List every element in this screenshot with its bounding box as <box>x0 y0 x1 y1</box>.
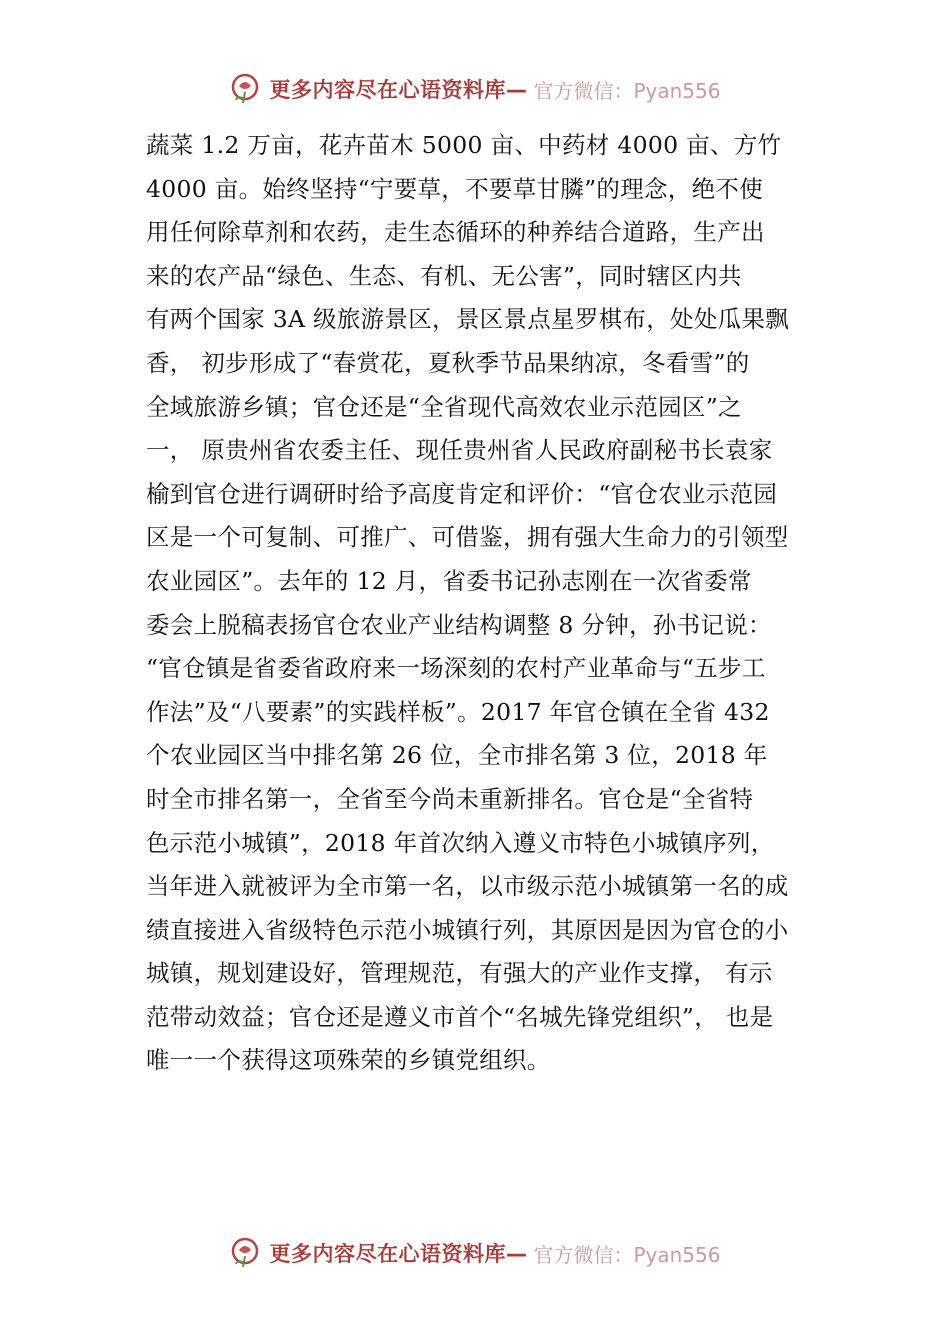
text-line: 全域旅游乡镇；官仓还是“全省现代高效农业示范园区”之 <box>146 392 742 421</box>
text-line: 榆到官仓进行调研时给予高度肯定和评价：“官仓农业示范园 <box>146 479 778 508</box>
text-line: “官仓镇是省委省政府来一场深刻的农村产业革命与“五步工 <box>146 654 766 683</box>
watermark-main-text: 更多内容尽在心语资料库— <box>269 1242 528 1266</box>
text-line: 作法”及“八要素”的实践样板”。2017 年官仓镇在全省 432 <box>146 697 770 726</box>
rose-icon <box>229 72 263 106</box>
text-line: 农业园区”。去年的 12 月，省委书记孙志刚在一次省委常 <box>146 566 752 595</box>
text-line: 色示范小城镇”，2018 年首次纳入遵义市特色小城镇序列， <box>146 828 775 857</box>
watermark-contact-text: 官方微信：Pyan556 <box>533 1242 721 1267</box>
text-line: 范带动效益；官仓还是遵义市首个“名城先锋党组织”， 也是 <box>146 1002 774 1031</box>
watermark-main-text: 更多内容尽在心语资料库— <box>269 78 528 102</box>
text-line: 委会上脱稿表扬官仓农业产业结构调整 8 分钟，孙书记说： <box>146 610 772 639</box>
text-line: 一， 原贵州省农委主任、现任贵州省人民政府副秘书长袁家 <box>146 436 773 465</box>
watermark-contact-text: 官方微信：Pyan556 <box>533 78 721 103</box>
header-watermark <box>0 72 950 106</box>
text-line: 城镇，规划建设好，管理规范，有强大的产业作支撑， 有示 <box>146 959 773 988</box>
text-line: 个农业园区当中排名第 26 位，全市排名第 3 位，2018 年 <box>146 741 768 770</box>
footer-watermark <box>0 1236 950 1270</box>
text-line: 用任何除草剂和农药，走生态循环的种养结合道路，生产出 <box>146 218 765 247</box>
text-line: 有两个国家 3A 级旅游景区，景区景点星罗棋布，处处瓜果飘 <box>146 305 790 334</box>
text-line: 绩直接进入省级特色示范小城镇行列，其原因是因为官仓的小 <box>146 915 789 944</box>
text-line: 香， 初步形成了“春赏花，夏秋季节品果纳凉，冬看雪”的 <box>146 348 750 377</box>
rose-icon <box>229 1236 263 1270</box>
text-line: 来的农产品“绿色、生态、有机、无公害”，同时辖区内共 <box>146 261 742 290</box>
text-line: 当年进入就被评为全市第一名，以市级示范小城镇第一名的成 <box>146 872 789 901</box>
text-line: 区是一个可复制、可推广、可借鉴，拥有强大生命力的引领型 <box>146 523 789 552</box>
text-line: 蔬菜 1.2 万亩，花卉苗木 5000 亩、中药材 4000 亩、方竹 <box>146 131 782 159</box>
text-line: 唯一一个获得这项殊荣的乡镇党组织。 <box>146 1046 551 1075</box>
text-line: 4000 亩。始终坚持“宁要草，不要草甘膦”的理念，绝不使 <box>146 174 764 203</box>
text-line: 时全市排名第一，全省至今尚未重新排名。官仓是“全省特 <box>146 784 754 813</box>
document-body <box>146 124 826 1083</box>
